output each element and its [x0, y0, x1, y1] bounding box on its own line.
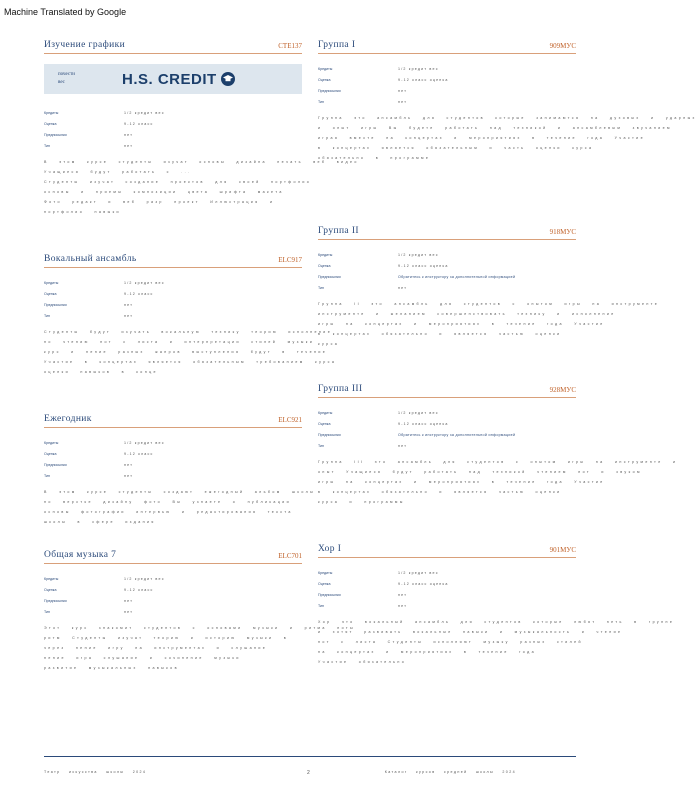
- description-line: оценки навыков в конце: [44, 370, 158, 374]
- meta-value: нет: [124, 143, 134, 148]
- meta-label: Предпосылки: [318, 592, 341, 597]
- meta-value: нет: [398, 603, 408, 608]
- hs-credit-banner: [44, 64, 302, 94]
- course-header: [44, 402, 302, 428]
- description-line: портфолио навыки: [44, 210, 121, 214]
- course-meta: [44, 437, 302, 481]
- course-header: [318, 532, 576, 558]
- meta-row: [44, 129, 302, 140]
- graduation-cap-icon: [221, 72, 235, 86]
- meta-label: Оценка: [44, 291, 57, 296]
- meta-row: [318, 429, 576, 440]
- course-meta: [318, 567, 576, 611]
- meta-value: нет: [124, 313, 134, 318]
- course-title: Общая музыка 7: [44, 550, 117, 560]
- meta-value: 9-12 класс оценка: [398, 263, 449, 268]
- meta-row: [318, 271, 576, 282]
- meta-value: 9-12 класс оценка: [398, 581, 449, 586]
- course-meta: [44, 107, 302, 151]
- course-description: [318, 302, 660, 352]
- meta-value: нет: [124, 473, 134, 478]
- description-line: В этом курсе студенты изучат основы дизайна печать веб видео: [44, 160, 359, 164]
- description-line: опыт Учащиеся будут работать над техникой чтением нот и звуком: [318, 470, 642, 474]
- course-description: [44, 330, 337, 380]
- course-title: Хор I: [318, 544, 342, 554]
- meta-label: Предпосылки: [318, 274, 341, 279]
- course-header: [44, 538, 302, 564]
- course-code: 909MУC: [549, 42, 576, 50]
- prerequisite-link[interactable]: Обратитесь к инструктору за дополнительной информацией: [398, 274, 516, 279]
- footer-left-text: Театр искусства школы 2024: [44, 770, 147, 774]
- course-card: [318, 28, 697, 166]
- description-line: пение игра слушание и сочинение музыки: [44, 656, 241, 660]
- course-card: [44, 402, 316, 530]
- course-meta: [318, 63, 576, 107]
- meta-label: Кредиты: [44, 110, 59, 115]
- meta-value: нет: [124, 462, 134, 467]
- meta-value: 1/2 кредит вес: [124, 440, 165, 445]
- meta-row: [44, 299, 302, 310]
- meta-label: Оценка: [318, 263, 331, 268]
- course-header: [318, 28, 576, 54]
- prerequisite-link[interactable]: Обратитесь к инструктору за дополнительной информацией: [398, 432, 516, 437]
- description-line: на концертах и мероприятиях в течение года: [318, 650, 536, 654]
- course-code: ELC921: [278, 416, 302, 424]
- meta-value: 1/2 кредит вес: [124, 576, 165, 581]
- course-meta: [318, 249, 576, 293]
- course-title: Вокальный ансамбль: [44, 254, 137, 264]
- footer-right-text: Каталог курсов средней школы 2024: [384, 770, 516, 774]
- meta-label: Оценка: [318, 77, 331, 82]
- meta-row: [44, 107, 302, 118]
- meta-value: 1/2 кредит вес: [398, 410, 439, 415]
- machine-translation-banner: Machine Translated by Google: [4, 7, 127, 17]
- course-description: [318, 116, 697, 166]
- course-code: 918MУC: [549, 228, 576, 236]
- meta-value: 9-12 класс: [124, 587, 154, 592]
- description-line: Группа III это ансамбль для студентов с опытом игры на инструменте и: [318, 460, 678, 464]
- meta-value: нет: [124, 609, 134, 614]
- meta-label: Кредиты: [44, 576, 59, 581]
- meta-row: [44, 573, 302, 584]
- description-line: развитие музыкальных навыков: [44, 666, 179, 670]
- meta-label: Тип: [318, 443, 324, 448]
- meta-label: Кредиты: [318, 66, 333, 71]
- meta-row: [318, 249, 576, 260]
- course-header: [318, 214, 576, 240]
- meta-row: [318, 600, 576, 611]
- meta-value: 1/2 кредит вес: [398, 570, 439, 575]
- meta-row: [44, 310, 302, 321]
- description-line: инструменте и желанием совершенствовать технику и исполнение: [318, 312, 616, 316]
- description-line: обязательно в программе: [318, 156, 431, 160]
- description-line: основы и приемы композиции цвета шрифта макета: [44, 190, 284, 194]
- description-line: основы фотографии интервью и редактирования текста: [44, 510, 293, 514]
- meta-label: Тип: [44, 313, 50, 318]
- meta-row: [44, 140, 302, 151]
- description-line: по чтению нот с листа и интерпретации стилей музыки: [44, 340, 315, 344]
- meta-row: [318, 567, 576, 578]
- meta-row: [318, 74, 576, 85]
- description-line: ритм Студенты изучат теорию и историю музыки в: [44, 636, 289, 640]
- meta-value: нет: [398, 443, 408, 448]
- meta-label: Тип: [318, 285, 324, 290]
- course-header: [44, 28, 302, 54]
- meta-label: Оценка: [44, 121, 57, 126]
- course-title: Изучение графики: [44, 40, 126, 50]
- meta-label: Тип: [318, 603, 324, 608]
- meta-label: Предпосылки: [44, 132, 67, 137]
- description-line: В этом курсе студенты создают ежегодный альбом школы: [44, 490, 316, 494]
- meta-row: [318, 96, 576, 107]
- description-line: через пение игру на инструментах и слушание: [44, 646, 268, 650]
- meta-label: Тип: [44, 473, 50, 478]
- course-code: ELC917: [278, 256, 302, 264]
- meta-row: [44, 584, 302, 595]
- meta-label: Оценка: [318, 421, 331, 426]
- description-line: Учащиеся будут работать с ...: [44, 170, 192, 174]
- meta-label: Кредиты: [318, 410, 333, 415]
- meta-value: нет: [124, 302, 134, 307]
- course-code: CTE137: [278, 42, 302, 50]
- meta-label: Предпосылки: [44, 598, 67, 603]
- description-line: Группа это ансамбль для студентов которые занимаются на духовых и ударных: [318, 116, 697, 120]
- meta-value: 9-12 класс: [124, 291, 154, 296]
- meta-row: [318, 418, 576, 429]
- hs-credit-logo-text: H.S. CREDIT: [122, 70, 217, 88]
- meta-row: [44, 277, 302, 288]
- meta-value: нет: [398, 285, 408, 290]
- meta-value: 1/2 кредит вес: [124, 110, 165, 115]
- meta-row: [44, 459, 302, 470]
- meta-row: [44, 470, 302, 481]
- description-line: играя вместе на концертах и мероприятиях в течение года Участие: [318, 136, 645, 140]
- meta-value: 9-12 класс оценка: [398, 421, 449, 426]
- description-line: Группа II это ансамбль для студентов с опытом игры на инструменте: [318, 302, 660, 306]
- description-line: в концертах обязательно и является частью оценки: [318, 332, 562, 336]
- credit-note-line: почести: [58, 72, 75, 77]
- course-title: Группа III: [318, 384, 363, 394]
- course-description: [44, 626, 355, 676]
- meta-row: [318, 440, 576, 451]
- description-line: Участие в концертах является обязательным требованием курса: [44, 360, 337, 364]
- meta-label: Кредиты: [44, 280, 59, 285]
- meta-label: Оценка: [44, 451, 57, 456]
- description-line: нот с листа Студенты исполняют музыку разных стилей: [318, 640, 583, 644]
- meta-label: Предпосылки: [318, 432, 341, 437]
- meta-row: [318, 578, 576, 589]
- description-line: курс и пение разных жанров выступления будут в течение: [44, 350, 328, 354]
- course-card: [44, 242, 337, 380]
- course-meta: [44, 277, 302, 321]
- meta-row: [44, 118, 302, 129]
- description-line: и опыт игры Вы будете работать над техникой и ансамблевым звучанием: [318, 126, 672, 130]
- meta-label: Предпосылки: [44, 302, 67, 307]
- course-card: [318, 372, 678, 510]
- course-title: Ежегодник: [44, 414, 92, 424]
- description-line: Участие обязательно: [318, 660, 407, 664]
- meta-row: [318, 589, 576, 600]
- meta-value: нет: [398, 592, 408, 597]
- description-line: курса и программы: [318, 500, 405, 504]
- course-code: ELC701: [278, 552, 302, 560]
- course-card: [318, 214, 660, 352]
- meta-value: нет: [398, 88, 408, 93]
- meta-label: Кредиты: [44, 440, 59, 445]
- course-description: [44, 490, 316, 530]
- meta-label: Оценка: [44, 587, 57, 592]
- course-code: 928MУC: [549, 386, 576, 394]
- description-line: по верстке дизайну фото Вы узнаете о публикации: [44, 500, 292, 504]
- course-header: [44, 242, 302, 268]
- meta-label: Кредиты: [318, 570, 333, 575]
- course-meta: [318, 407, 576, 451]
- meta-value: 1/2 кредит вес: [398, 252, 439, 257]
- credit-note: [44, 71, 122, 87]
- meta-value: нет: [124, 132, 134, 137]
- page-footer: [44, 756, 576, 781]
- meta-label: Оценка: [318, 581, 331, 586]
- course-title: Группа II: [318, 226, 359, 236]
- meta-row: [318, 282, 576, 293]
- description-line: игры на концертах и мероприятиях в течение года Участие: [318, 480, 605, 484]
- description-line: Хор это вокальный ансамбль для студентов которые любят петь в группе: [318, 620, 675, 624]
- description-line: школы в сфере издания: [44, 520, 156, 524]
- meta-value: нет: [124, 598, 134, 603]
- credit-note-line: вес: [58, 80, 65, 85]
- course-header: [318, 372, 576, 398]
- hs-credit-logo: [122, 71, 235, 88]
- meta-label: Тип: [44, 609, 50, 614]
- description-line: игры на концертах и мероприятиях в течение года Участие: [318, 322, 605, 326]
- description-line: Студенты будут изучать вокальную технику теорию исполнение: [44, 330, 333, 334]
- description-line: и хотят развивать вокальные навыки и музыкальность и чтение: [318, 630, 623, 634]
- course-description: [44, 160, 359, 220]
- meta-value: 9-12 класс: [124, 451, 154, 456]
- course-description: [318, 620, 675, 670]
- description-line: в концертах обязательно и является частью оценки: [318, 490, 562, 494]
- catalog-page: [44, 28, 697, 778]
- meta-value: 1/2 кредит вес: [398, 66, 439, 71]
- meta-row: [318, 407, 576, 418]
- course-meta: [44, 573, 302, 617]
- description-line: Фото редакт и веб разр проект Иллюстрация и: [44, 200, 275, 204]
- description-line: Этот курс знакомит студентов с основами музыки и ритма ноты: [44, 626, 355, 630]
- meta-value: 1/2 кредит вес: [124, 280, 165, 285]
- meta-row: [318, 260, 576, 271]
- meta-row: [44, 437, 302, 448]
- meta-row: [44, 595, 302, 606]
- meta-label: Предпосылки: [44, 462, 67, 467]
- meta-row: [44, 448, 302, 459]
- meta-value: 9-12 класс оценка: [398, 77, 449, 82]
- description-line: Студенты изучат создание проектов для своей портфолио: [44, 180, 312, 184]
- course-card: [318, 532, 675, 670]
- meta-label: Тип: [318, 99, 324, 104]
- description-line: курса: [318, 342, 340, 346]
- meta-value: 9-12 класс: [124, 121, 154, 126]
- meta-label: Кредиты: [318, 252, 333, 257]
- meta-row: [44, 606, 302, 617]
- meta-row: [318, 85, 576, 96]
- meta-value: нет: [398, 99, 408, 104]
- course-title: Группа I: [318, 40, 356, 50]
- meta-row: [318, 63, 576, 74]
- course-description: [318, 460, 678, 510]
- course-code: 901MУC: [549, 546, 576, 554]
- description-line: в концертах является обязательным и часть оценки курса: [318, 146, 594, 150]
- meta-row: [44, 288, 302, 299]
- meta-label: Предпосылки: [318, 88, 341, 93]
- page-number: 2: [307, 770, 310, 776]
- meta-label: Тип: [44, 143, 50, 148]
